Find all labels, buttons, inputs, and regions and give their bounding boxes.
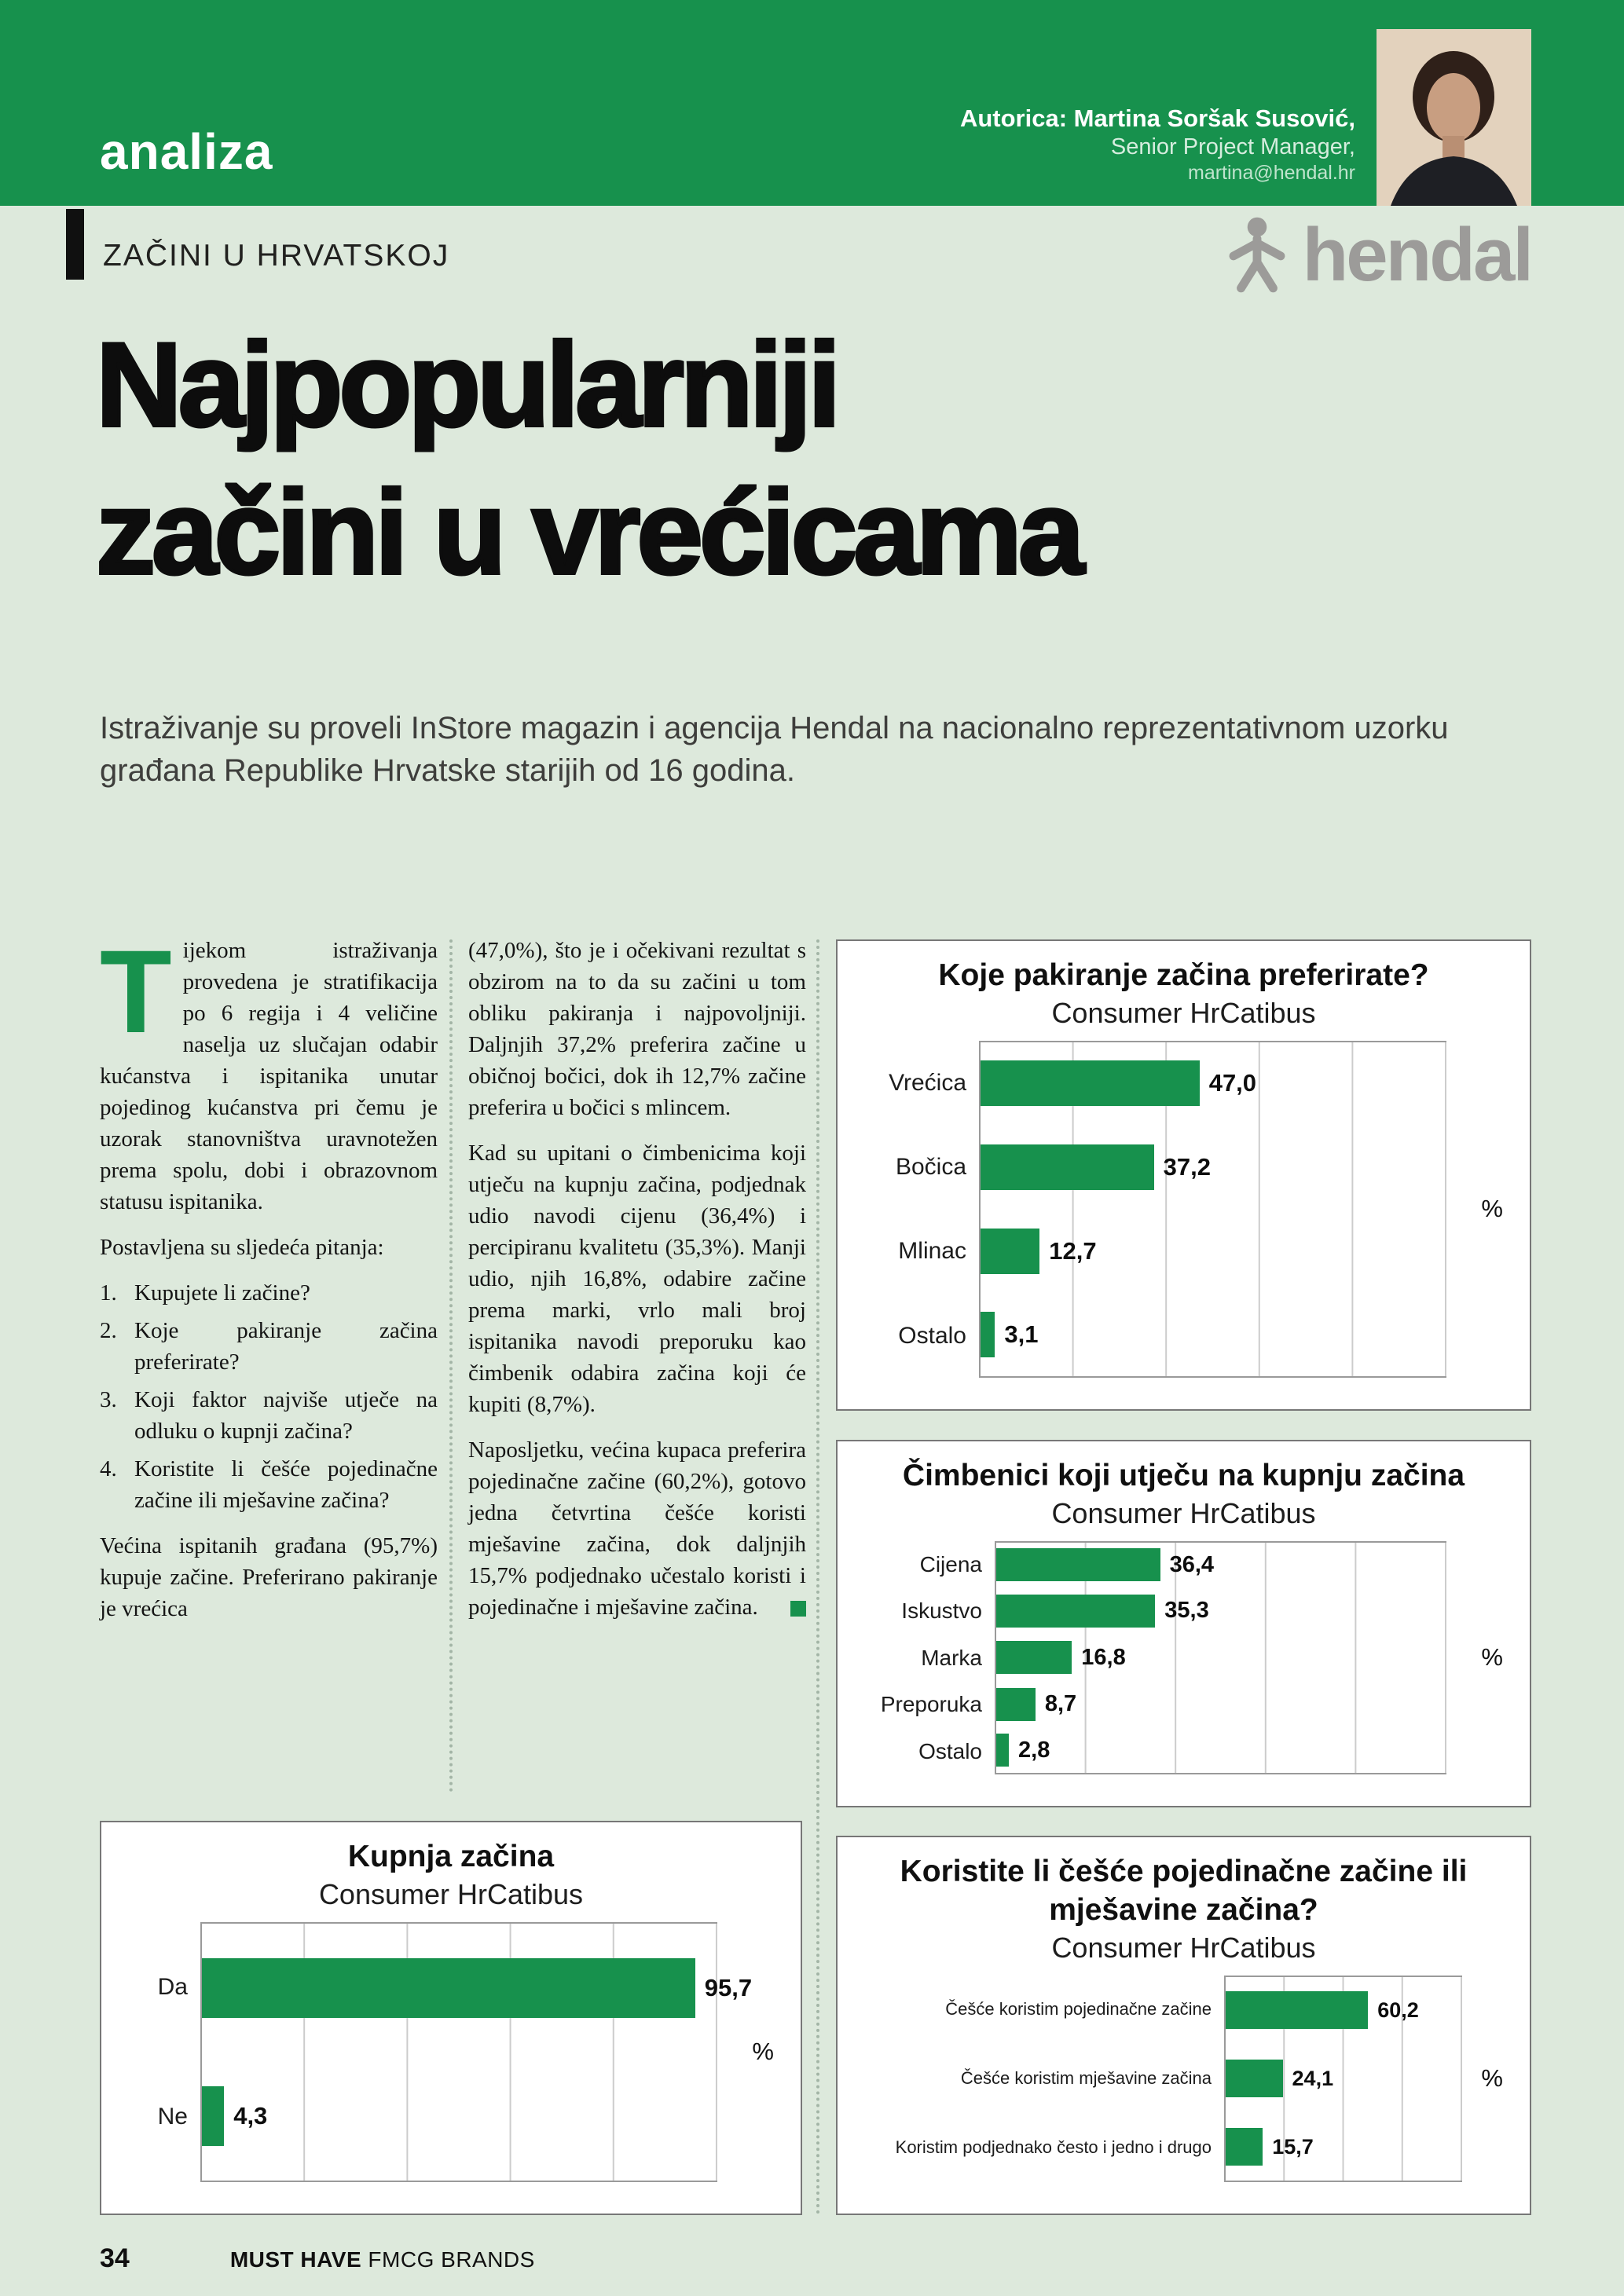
intro-paragraph: Istraživanje su proveli InStore magazin i agencija Hendal na nacionalno reprezentativnom uzorku građana Republike Hrvatske starijih od 16 godina. [100, 711, 1449, 789]
value-label: 2,8 [1018, 1737, 1050, 1763]
chart-row [855, 1125, 1446, 1209]
value-label: 4,3 [233, 2102, 268, 2130]
chart-panel-kupnja [100, 1821, 802, 2215]
plot-strip [995, 1681, 1446, 1727]
bar [202, 1958, 695, 2018]
author-email: martina@hendal.hr [1188, 162, 1355, 185]
end-mark [790, 1601, 806, 1617]
value-label: 35,3 [1164, 1598, 1209, 1624]
unit-label: % [1481, 1195, 1503, 1223]
chart-subtitle: Consumer HrCatibus [318, 1877, 584, 1910]
bar [996, 1548, 1160, 1581]
value-label: 37,2 [1163, 1152, 1211, 1181]
category-label: Ostalo [918, 1738, 982, 1763]
paragraph-2: Postavljena su sljedeća pitanja: [100, 1235, 384, 1260]
plot-strip [995, 1728, 1446, 1774]
section-tick [66, 209, 84, 280]
chart-plot-area [855, 1976, 1512, 2183]
value-label: 15,7 [1272, 2134, 1314, 2159]
author-photo [1377, 29, 1531, 206]
plot-strip [1224, 2044, 1462, 2113]
author-role: Senior Project Manager, [1110, 134, 1355, 159]
bar [996, 1641, 1072, 1674]
chart-plot-area [855, 1041, 1512, 1378]
value-label: 16,8 [1081, 1644, 1126, 1670]
chart-row [855, 1294, 1446, 1378]
section-kicker: ZAČINI U HRVATSKOJ [103, 239, 450, 273]
hendal-logo [1219, 212, 1531, 297]
chart-row [855, 1681, 1446, 1727]
question-number: 4. [100, 1456, 117, 1481]
chart-panel-cimbenici [836, 1440, 1531, 1807]
category-label: Vrećica [889, 1069, 966, 1096]
category-label: Češće koristim pojedinačne začine [945, 1999, 1212, 2020]
author-block [960, 104, 1355, 185]
page-footer [100, 2243, 535, 2274]
chart-title: Koristite li češće pojedinačne začine ili mješavine začina? [900, 1855, 1468, 1927]
bar [996, 1688, 1036, 1721]
column-divider [449, 939, 453, 1792]
magazine-brand-bold: MUST HAVE [229, 2247, 362, 2272]
question-item [100, 1384, 438, 1447]
bar [1226, 2060, 1283, 2097]
category-label: Ostalo [898, 1322, 966, 1349]
question-text: Kupujete li začine? [134, 1280, 310, 1305]
value-label: 95,7 [704, 1973, 753, 2001]
chart-subtitle: Consumer HrCatibus [1051, 1931, 1316, 1964]
question-text: Koje pakiranje začina preferirate? [134, 1318, 438, 1375]
value-label: 47,0 [1208, 1069, 1257, 1097]
plot-strip [979, 1041, 1446, 1125]
plot-strip [1224, 2113, 1462, 2182]
category-label: Iskustvo [901, 1598, 982, 1624]
category-label: Mlinac [898, 1238, 966, 1265]
paragraph-6-text: Naposljetku, većina kupaca preferira pojedinačne začine (60,2%), gotovo jedna četvrtina češće koristi mješavine začina, dok daljnjih 15,7% podjednako učestalo koristi i pojedinačne i mješavine začina. [468, 1437, 806, 1620]
drop-cap: T [100, 925, 172, 1057]
bar [996, 1595, 1155, 1628]
question-item [100, 1453, 438, 1516]
category-label: Preporuka [880, 1692, 982, 1717]
chart-title: Kupnja začina [347, 1840, 555, 1873]
category-label: Ne [157, 2104, 188, 2130]
value-label: 36,4 [1169, 1551, 1215, 1577]
article-column-2 [468, 935, 806, 1637]
chart-row [855, 1728, 1446, 1774]
paragraph-4: (47,0%), što je i očekivani rezultat s obzirom na to da su začini u tom obliku pakiranja i najpovoljniji. Daljnjih 37,2% preferira začine u običnoj bočici, dok ih 12,7% začine preferira u bočici s mlincem. [468, 938, 806, 1120]
bar [981, 1144, 1154, 1190]
bar [1226, 1991, 1368, 2029]
category-label: Koristim podjednako često i jedno i drugo [895, 2137, 1212, 2157]
chart-row [855, 2044, 1462, 2113]
bar [202, 2086, 224, 2146]
chart-row [119, 1922, 753, 2052]
chart-row [855, 1041, 1446, 1125]
paragraph-3: Većina ispitanih građana (95,7%) kupuje začine. Preferirano pakiranje je vrećica [100, 1533, 438, 1621]
plot-strip [1224, 1976, 1462, 2045]
plot-strip [979, 1209, 1446, 1293]
headline [96, 311, 1080, 606]
header-band [0, 0, 1624, 206]
headline-line2: začini u vrećicama [96, 466, 1081, 599]
bar [981, 1229, 1039, 1274]
value-label: 24,1 [1292, 2066, 1334, 2090]
plot-strip [995, 1541, 1446, 1587]
plot-strip [979, 1294, 1446, 1378]
category-label: Češće koristim mješavine začina [960, 2067, 1212, 2088]
magazine-brand-rest: FMCG BRANDS [361, 2247, 535, 2272]
chart-row [855, 2113, 1462, 2182]
value-label: 60,2 [1377, 1998, 1419, 2022]
unit-label: % [1481, 1643, 1503, 1672]
paragraph-5: Kad su upitani o čimbenicima koji utječu na kupnju začina, podjednak udio navodi cijenu (36,4%) i percipiranu kvalitetu (35,3%). Manji udio, njih 16,8%, odabire začine prema marki, vrlo mali broj ispitanika navodi preporuku kao čimbenik odabira začina koji će kupiti (8,7%). [468, 1141, 806, 1417]
chart-row [855, 1635, 1446, 1681]
chart-plot-area [119, 1922, 783, 2182]
chart-panel-pakiranje [836, 939, 1531, 1411]
magazine-brand [230, 2247, 535, 2272]
question-number: 2. [100, 1318, 117, 1343]
page-number: 34 [100, 2243, 130, 2273]
bar [981, 1060, 1200, 1106]
value-label: 12,7 [1049, 1237, 1097, 1265]
chart-plot-area [855, 1541, 1512, 1774]
chart-title: Čimbenici koji utječu na kupnju začina [902, 1459, 1465, 1492]
article-column-1 [100, 925, 438, 1639]
plot-strip [200, 1922, 753, 2052]
chart-row [855, 1541, 1446, 1587]
value-label: 8,7 [1044, 1691, 1077, 1717]
masthead-title: analiza [100, 123, 273, 180]
paragraph-6 [468, 1434, 806, 1623]
headline-line1: Najpopularniji [96, 318, 838, 452]
plot-strip [995, 1587, 1446, 1634]
paragraph-1-text: ijekom istraživanja provedena je stratifikacija po 6 regija i 4 veličine naselja uz slučajan odabir kućanstva i ispitanika unutar pojedinog kućanstva pri čemu je uzorak stanovništva uravnotežen prema spolu, dobi i obrazovnom statusu ispitanika. [100, 938, 438, 1214]
chart-panel-mjesavine [836, 1836, 1531, 2215]
question-item [100, 1315, 438, 1378]
bar [1226, 2128, 1263, 2166]
category-label: Bočica [895, 1153, 966, 1180]
question-text: Koristite li češće pojedinačne začine ili mješavine začina? [134, 1456, 438, 1513]
chart-row [855, 1976, 1462, 2045]
question-number: 3. [100, 1387, 117, 1412]
question-list [100, 1277, 438, 1516]
bar [981, 1312, 995, 1357]
category-label: Marka [921, 1645, 982, 1670]
question-text: Koji faktor najviše utječe na odluku o kupnji začina? [134, 1387, 438, 1444]
chart-row [855, 1587, 1446, 1634]
question-item [100, 1277, 438, 1309]
category-label: Cijena [919, 1551, 982, 1576]
category-label: Da [157, 1973, 188, 2000]
author-name: Autorica: Martina Soršak Susović, [959, 104, 1355, 132]
chart-subtitle: Consumer HrCatibus [1051, 1496, 1316, 1529]
column-divider [816, 939, 819, 2215]
hendal-logo-text: hendal [1302, 212, 1531, 297]
plot-strip [200, 2052, 717, 2182]
chart-row [855, 1209, 1446, 1293]
chart-row [119, 2052, 717, 2182]
unit-label: % [1481, 2064, 1503, 2093]
bar [996, 1734, 1009, 1767]
plot-strip [979, 1125, 1446, 1209]
unit-label: % [752, 2038, 774, 2066]
paragraph-1 [100, 925, 438, 1218]
hendal-person-icon [1219, 215, 1295, 295]
value-label: 3,1 [1004, 1320, 1039, 1349]
plot-strip [995, 1635, 1446, 1681]
question-number: 1. [100, 1280, 117, 1305]
portrait-silhouette-icon [1377, 29, 1531, 206]
chart-title: Koje pakiranje začina preferirate? [938, 958, 1429, 992]
chart-subtitle: Consumer HrCatibus [1051, 996, 1316, 1029]
